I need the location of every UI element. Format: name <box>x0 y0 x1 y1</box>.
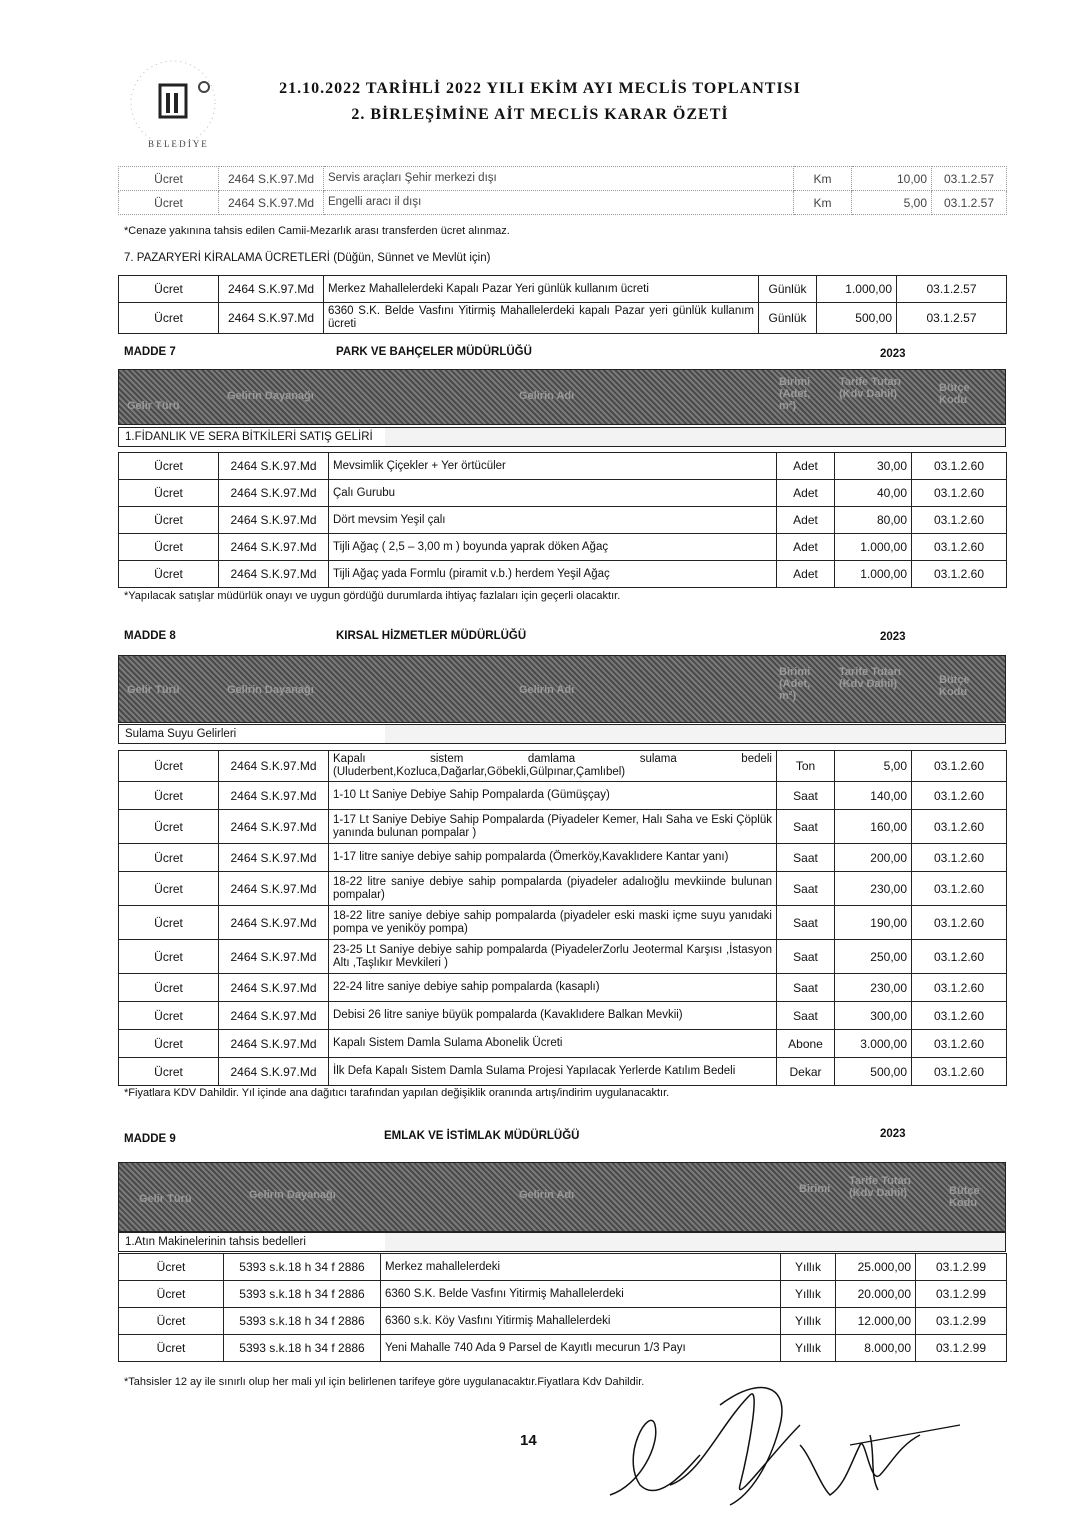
document-title: 21.10.2022 TARİHLİ 2022 YILI EKİM AYI MECLİS TOPLANTISI <box>279 80 801 97</box>
cell-gelir-turu: Ücret <box>119 940 219 974</box>
cell-birim: Yıllık <box>781 1308 836 1335</box>
table-row <box>119 1254 1007 1281</box>
svg-text:B E L E D İ Y E: B E L E D İ Y E <box>148 139 207 149</box>
cell-gelir-adi: Kapalı sistem damlama sulama bedeli (Uluderbent,Kozluca,Dağarlar,Göbekli,Gülpınar,Çamlıbel) <box>329 751 777 782</box>
madde9-title: EMLAK VE İSTİMLAK MÜDÜRLÜĞÜ <box>384 1130 580 1142</box>
cell-dayanak: 2464 S.K.97.Md <box>219 844 329 872</box>
cell-butce-kodu: 03.1.2.60 <box>912 1058 1007 1086</box>
cell-tutar: 140,00 <box>835 782 912 810</box>
cell-gelir-adi: 1-10 Lt Saniye Debiye Sahip Pompalarda (Gümüşçay) <box>329 782 777 810</box>
cell-tutar: 230,00 <box>835 974 912 1002</box>
cell-birim: Yıllık <box>781 1254 836 1281</box>
table-row <box>119 810 1007 844</box>
cell-gelir-adi: Engelli aracı il dışı <box>324 191 794 215</box>
cell-gelir-turu: Ücret <box>119 1335 224 1362</box>
madde7-year: 2023 <box>880 348 906 360</box>
cell-gelir-adi: 1-17 Lt Saniye Debiye Sahip Pompalarda (Piyadeler Kemer, Halı Saha ve Eski Çöplük yanında bulunan pompalar ) <box>329 810 777 844</box>
cell-butce-kodu: 03.1.2.99 <box>916 1335 1007 1362</box>
madde9-header-tutar: Tarife Tutarı (Kdv Dahil) <box>849 1175 911 1199</box>
table-row <box>119 1281 1007 1308</box>
cell-tutar: 25.000,00 <box>836 1254 916 1281</box>
table-row <box>119 906 1007 940</box>
cell-tutar: 10,00 <box>852 167 932 191</box>
cell-butce-kodu: 03.1.2.60 <box>912 1030 1007 1058</box>
cell-gelir-adi: 22-24 litre saniye debiye sahip pompalarda (kasaplı) <box>329 974 777 1002</box>
table-row <box>119 534 1007 561</box>
cell-birim: Günlük <box>759 276 817 303</box>
madde9-note: *Tahsisler 12 ay ile sınırlı olup her mali yıl için belirlenen tarifeye göre uygulanacaktır.Fiyatlara Kdv Dahildir. <box>124 1376 645 1388</box>
cell-dayanak: 2464 S.K.97.Md <box>219 751 329 782</box>
madde7-header-ad: Gelirin Adı <box>519 390 575 402</box>
madde8-table <box>118 750 1007 1086</box>
cell-butce-kodu: 03.1.2.60 <box>912 480 1007 507</box>
madde7-title: PARK VE BAHÇELER MÜDÜRLÜĞÜ <box>336 346 532 358</box>
cell-tutar: 1.000,00 <box>817 276 897 303</box>
cell-butce-kodu: 03.1.2.60 <box>912 1002 1007 1030</box>
cell-butce-kodu: 03.1.2.99 <box>916 1254 1007 1281</box>
table-row <box>119 1002 1007 1030</box>
cell-birim: Saat <box>777 810 835 844</box>
cell-dayanak: 2464 S.K.97.Md <box>219 303 324 334</box>
cell-dayanak: 2464 S.K.97.Md <box>219 276 324 303</box>
madde7-header-tutar: Tarife Tutarı (Kdv Dahil) <box>839 376 901 400</box>
cell-dayanak: 2464 S.K.97.Md <box>219 1002 329 1030</box>
table-row <box>119 782 1007 810</box>
madde9-header-row <box>118 1162 1006 1232</box>
cell-tutar: 160,00 <box>835 810 912 844</box>
cell-butce-kodu: 03.1.2.57 <box>932 167 1007 191</box>
cell-butce-kodu: 03.1.2.60 <box>912 844 1007 872</box>
cell-gelir-adi: 18-22 litre saniye debiye sahip pompalarda (piyadeler adalıoğlu mevkiinde bulunan pompalar) <box>329 872 777 906</box>
madde8-subtitle: Sulama Suyu Gelirleri <box>118 724 1006 744</box>
madde7-header-kod: Bütçe Kodu <box>939 382 970 406</box>
madde7-note: *Yapılacak satışlar müdürlük onayı ve uygun gördüğü durumlarda ihtiyaç fazlaları için geçerli olacaktır. <box>124 590 621 602</box>
cell-gelir-adi: Merkez Mahallelerdeki Kapalı Pazar Yeri günlük kullanım ücreti <box>324 276 759 303</box>
cell-butce-kodu: 03.1.2.60 <box>912 751 1007 782</box>
cell-gelir-adi: Servis araçları Şehir merkezi dışı <box>324 167 794 191</box>
cell-gelir-turu: Ücret <box>119 1281 224 1308</box>
table-row <box>119 167 1007 191</box>
cell-birim: Adet <box>777 507 835 534</box>
cell-dayanak: 2464 S.K.97.Md <box>219 872 329 906</box>
cell-dayanak: 5393 s.k.18 h 34 f 2886 <box>224 1281 381 1308</box>
cell-dayanak: 2464 S.K.97.Md <box>219 1058 329 1086</box>
cell-birim: Dekar <box>777 1058 835 1086</box>
cell-tutar: 500,00 <box>835 1058 912 1086</box>
cell-gelir-adi: 6360 s.k. Köy Vasfını Yitirmiş Mahallelerdeki <box>381 1308 781 1335</box>
cenaze-note: *Cenaze yakınına tahsis edilen Camii-Mezarlık arası transferden ücret alınmaz. <box>124 225 510 237</box>
madde8-header-tutar: Tarife Tutarı (Kdv Dahil) <box>839 666 901 690</box>
madde7-label: MADDE 7 <box>124 346 176 358</box>
madde8-label: MADDE 8 <box>124 630 176 642</box>
cell-gelir-turu: Ücret <box>119 1002 219 1030</box>
cell-tutar: 5,00 <box>835 751 912 782</box>
madde8-year: 2023 <box>880 631 906 643</box>
madde7-header-birim: Birimi (Adet, m²) <box>779 376 811 412</box>
cell-birim: Saat <box>777 844 835 872</box>
cell-gelir-adi: 18-22 litre saniye debiye sahip pompalarda (piyadeler eski maski içme suyu yanıdaki pompa ve yeniköy pompa) <box>329 906 777 940</box>
cell-gelir-turu: Ücret <box>119 191 219 215</box>
cell-butce-kodu: 03.1.2.99 <box>916 1281 1007 1308</box>
madde9-label: MADDE 9 <box>124 1133 176 1145</box>
cell-birim: Yıllık <box>781 1281 836 1308</box>
cell-gelir-turu: Ücret <box>119 872 219 906</box>
cell-gelir-turu: Ücret <box>119 1058 219 1086</box>
cell-gelir-turu: Ücret <box>119 534 219 561</box>
cell-dayanak: 2464 S.K.97.Md <box>219 480 329 507</box>
cell-birim: Saat <box>777 940 835 974</box>
cell-gelir-turu: Ücret <box>119 507 219 534</box>
cell-gelir-turu: Ücret <box>119 1308 224 1335</box>
table-row <box>119 480 1007 507</box>
cell-gelir-turu: Ücret <box>119 751 219 782</box>
cell-gelir-turu: Ücret <box>119 906 219 940</box>
cell-gelir-turu: Ücret <box>119 167 219 191</box>
cell-tutar: 8.000,00 <box>836 1335 916 1362</box>
cell-butce-kodu: 03.1.2.57 <box>897 276 1007 303</box>
table-row <box>119 844 1007 872</box>
cell-birim: Saat <box>777 782 835 810</box>
cell-butce-kodu: 03.1.2.60 <box>912 906 1007 940</box>
cell-gelir-turu: Ücret <box>119 1030 219 1058</box>
madde7-header-dayanak: Gelirin Dayanağı <box>227 390 314 402</box>
cell-birim: Km <box>794 191 852 215</box>
cell-gelir-adi: Mevsimlik Çiçekler + Yer örtücüler <box>329 453 777 480</box>
cell-birim: Saat <box>777 1002 835 1030</box>
cell-dayanak: 2464 S.K.97.Md <box>219 167 324 191</box>
madde9-header-kod: Bütçe Kodu <box>949 1185 980 1209</box>
cell-dayanak: 2464 S.K.97.Md <box>219 974 329 1002</box>
cell-butce-kodu: 03.1.2.99 <box>916 1308 1007 1335</box>
cell-gelir-turu: Ücret <box>119 844 219 872</box>
cell-dayanak: 2464 S.K.97.Md <box>219 453 329 480</box>
cell-tutar: 1.000,00 <box>835 534 912 561</box>
madde9-header-ad: Gelirin Adı <box>519 1189 575 1201</box>
cell-tutar: 20.000,00 <box>836 1281 916 1308</box>
table-row <box>119 1335 1007 1362</box>
cell-dayanak: 2464 S.K.97.Md <box>219 906 329 940</box>
cell-gelir-adi: Yeni Mahalle 740 Ada 9 Parsel de Kayıtlı mecurun 1/3 Payı <box>381 1335 781 1362</box>
cell-dayanak: 2464 S.K.97.Md <box>219 810 329 844</box>
cell-birim: Abone <box>777 1030 835 1058</box>
cell-tutar: 40,00 <box>835 480 912 507</box>
cell-birim: Ton <box>777 751 835 782</box>
table-row <box>119 191 1007 215</box>
cell-gelir-adi: 1-17 litre saniye debiye sahip pompalarda (Ömerköy,Kavaklıdere Kantar yanı) <box>329 844 777 872</box>
cell-gelir-adi: 6360 S.K. Belde Vasfını Yitirmiş Mahallelerdeki kapalı Pazar yeri günlük kullanım ücreti <box>324 303 759 334</box>
cell-dayanak: 2464 S.K.97.Md <box>219 1030 329 1058</box>
table-row <box>119 1030 1007 1058</box>
cell-butce-kodu: 03.1.2.60 <box>912 561 1007 588</box>
madde8-header-dayanak: Gelirin Dayanağı <box>227 684 314 696</box>
cell-birim: Km <box>794 167 852 191</box>
cell-gelir-adi: Kapalı Sistem Damla Sulama Abonelik Ücreti <box>329 1030 777 1058</box>
table-row <box>119 453 1007 480</box>
cell-dayanak: 2464 S.K.97.Md <box>219 561 329 588</box>
cell-birim: Yıllık <box>781 1335 836 1362</box>
cell-dayanak: 2464 S.K.97.Md <box>219 534 329 561</box>
table-row <box>119 561 1007 588</box>
cell-dayanak: 2464 S.K.97.Md <box>219 191 324 215</box>
cell-gelir-turu: Ücret <box>119 276 219 303</box>
madde8-header-row <box>118 655 1006 723</box>
cell-gelir-turu: Ücret <box>119 1254 224 1281</box>
top-fee-table <box>118 166 1007 215</box>
madde8-header-tur: Gelir Türü <box>127 684 180 696</box>
cell-tutar: 200,00 <box>835 844 912 872</box>
signatures <box>600 1365 980 1518</box>
cell-gelir-turu: Ücret <box>119 810 219 844</box>
cell-gelir-turu: Ücret <box>119 561 219 588</box>
table-row <box>119 507 1007 534</box>
cell-birim: Adet <box>777 561 835 588</box>
cell-tutar: 190,00 <box>835 906 912 940</box>
cell-tutar: 30,00 <box>835 453 912 480</box>
madde9-header-dayanak: Gelirin Dayanağı <box>249 1189 336 1201</box>
madde7-subtitle: 1.FİDANLIK VE SERA BİTKİLERİ SATIŞ GELİRİ <box>118 427 1006 447</box>
cell-gelir-adi: Tijli Ağaç yada Formlu (piramit v.b.) herdem Yeşil Ağaç <box>329 561 777 588</box>
cell-dayanak: 2464 S.K.97.Md <box>219 782 329 810</box>
table-row <box>119 303 1007 334</box>
cell-tutar: 230,00 <box>835 872 912 906</box>
cell-birim: Adet <box>777 480 835 507</box>
madde8-title: KIRSAL HİZMETLER MÜDÜRLÜĞÜ <box>336 630 527 642</box>
table-row <box>119 1308 1007 1335</box>
cell-tutar: 3.000,00 <box>835 1030 912 1058</box>
cell-gelir-adi: Dört mevsim Yeşil çalı <box>329 507 777 534</box>
cell-gelir-adi: Debisi 26 litre saniye büyük pompalarda (Kavaklıdere Balkan Mevkii) <box>329 1002 777 1030</box>
cell-butce-kodu: 03.1.2.60 <box>912 782 1007 810</box>
madde7-header-tur: Gelir Türü <box>127 400 180 412</box>
cell-tutar: 80,00 <box>835 507 912 534</box>
madde8-header-birim: Birimi (Adet, m²) <box>779 666 811 702</box>
cell-birim: Saat <box>777 906 835 940</box>
cell-tutar: 12.000,00 <box>836 1308 916 1335</box>
table-row <box>119 751 1007 782</box>
madde8-note: *Fiyatlara KDV Dahildir. Yıl içinde ana dağıtıcı tarafından yapılan değişiklik oranında artış/indirim uygulanacaktır. <box>124 1087 670 1099</box>
cell-butce-kodu: 03.1.2.57 <box>932 191 1007 215</box>
cell-tutar: 1.000,00 <box>835 561 912 588</box>
cell-gelir-turu: Ücret <box>119 453 219 480</box>
cell-birim: Günlük <box>759 303 817 334</box>
cell-gelir-adi: İlk Defa Kapalı Sistem Damla Sulama Projesi Yapılacak Yerlerde Katılım Bedeli <box>329 1058 777 1086</box>
cell-butce-kodu: 03.1.2.60 <box>912 534 1007 561</box>
cell-birim: Saat <box>777 872 835 906</box>
cell-butce-kodu: 03.1.2.60 <box>912 453 1007 480</box>
madde8-header-ad: Gelirin Adı <box>519 684 575 696</box>
cell-butce-kodu: 03.1.2.57 <box>897 303 1007 334</box>
cell-dayanak: 5393 s.k.18 h 34 f 2886 <box>224 1308 381 1335</box>
document-subtitle: 2. BİRLEŞİMİNE AİT MECLİS KARAR ÖZETİ <box>351 106 729 123</box>
municipality-logo <box>118 55 228 155</box>
cell-tutar: 5,00 <box>852 191 932 215</box>
cell-gelir-adi: Merkez mahallelerdeki <box>381 1254 781 1281</box>
cell-birim: Saat <box>777 974 835 1002</box>
table-row <box>119 276 1007 303</box>
cell-gelir-adi: Çalı Gurubu <box>329 480 777 507</box>
cell-butce-kodu: 03.1.2.60 <box>912 810 1007 844</box>
cell-gelir-turu: Ücret <box>119 974 219 1002</box>
cell-tutar: 250,00 <box>835 940 912 974</box>
madde9-table <box>118 1253 1007 1362</box>
cell-gelir-turu: Ücret <box>119 303 219 334</box>
madde7-table <box>118 452 1007 588</box>
cell-gelir-adi: 6360 S.K. Belde Vasfını Yitirmiş Mahallelerdeki <box>381 1281 781 1308</box>
cell-butce-kodu: 03.1.2.60 <box>912 507 1007 534</box>
cell-butce-kodu: 03.1.2.60 <box>912 940 1007 974</box>
cell-butce-kodu: 03.1.2.60 <box>912 872 1007 906</box>
cell-gelir-adi: Tijli Ağaç ( 2,5 – 3,00 m ) boyunda yaprak döken Ağaç <box>329 534 777 561</box>
cell-gelir-adi: 23-25 Lt Saniye debiye sahip pompalarda (PiyadelerZorlu Jeotermal Karşısı ,İstasyon Altı ,Taşlıkır Mevkileri ) <box>329 940 777 974</box>
madde8-header-kod: Bütçe Kodu <box>939 674 970 698</box>
cell-gelir-turu: Ücret <box>119 782 219 810</box>
cell-gelir-turu: Ücret <box>119 480 219 507</box>
pazar-section-title: 7. PAZARYERİ KİRALAMA ÜCRETLERİ (Düğün, Sünnet ve Mevlüt için) <box>124 252 491 264</box>
cell-butce-kodu: 03.1.2.60 <box>912 974 1007 1002</box>
cell-birim: Adet <box>777 534 835 561</box>
cell-dayanak: 5393 s.k.18 h 34 f 2886 <box>224 1254 381 1281</box>
table-row <box>119 872 1007 906</box>
cell-dayanak: 5393 s.k.18 h 34 f 2886 <box>224 1335 381 1362</box>
madde9-header-birim: Birimi <box>799 1183 831 1195</box>
cell-birim: Adet <box>777 453 835 480</box>
pazar-fee-table <box>118 275 1007 334</box>
cell-dayanak: 2464 S.K.97.Md <box>219 507 329 534</box>
page-number: 14 <box>520 1432 537 1449</box>
cell-tutar: 500,00 <box>817 303 897 334</box>
table-row <box>119 1058 1007 1086</box>
table-row <box>119 940 1007 974</box>
cell-dayanak: 2464 S.K.97.Md <box>219 940 329 974</box>
madde9-year: 2023 <box>880 1128 906 1140</box>
cell-tutar: 300,00 <box>835 1002 912 1030</box>
madde7-header-row <box>118 369 1006 425</box>
madde9-subtitle: 1.Atın Makinelerinin tahsis bedelleri <box>118 1232 1006 1252</box>
table-row <box>119 974 1007 1002</box>
madde9-header-tur: Gelir Türü <box>139 1193 192 1205</box>
